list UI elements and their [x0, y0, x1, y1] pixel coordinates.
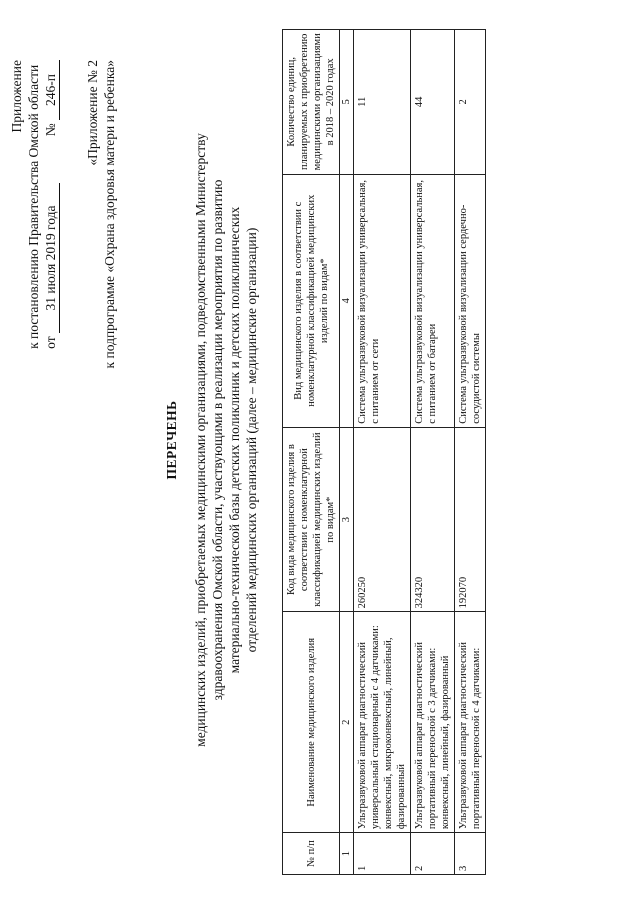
- appendix-label: Приложение: [9, 60, 24, 133]
- device-code: 192070: [455, 427, 486, 612]
- row-number: 3: [455, 833, 486, 875]
- row-number: 2: [411, 833, 455, 875]
- device-quantity: 2: [455, 30, 486, 175]
- appendix-number: «Приложение № 2: [85, 60, 100, 166]
- resolution-reference: к постановлению Правительства Омской области: [26, 64, 41, 349]
- device-name: Ультразвуковой аппарат диагностический портативный переносной с 4 датчиками:: [455, 612, 486, 833]
- device-name: Ультразвуковой аппарат диагностический портативный переносной с 3 датчиками: конвексный, линейный, фазированный: [411, 612, 455, 833]
- device-quantity: 44: [411, 30, 455, 175]
- table-row: [455, 30, 486, 875]
- column-number: 4: [340, 174, 354, 427]
- title-line: отделений медицинских организаций (далее – медицинские организации): [244, 227, 259, 653]
- title-heading: ПЕРЕЧЕНЬ: [164, 400, 179, 480]
- device-kind: Система ультразвуковой визуализации универсальная, с питанием от батареи: [411, 174, 455, 427]
- device-quantity: 11: [354, 30, 411, 175]
- device-code: 260250: [354, 427, 411, 612]
- title-line: здравоохранения Омской области, участвующими в реализации мероприятия по развитию: [210, 179, 225, 701]
- number-label: №: [43, 123, 58, 137]
- column-header-quantity: Количество единиц, планируемых к приобретению медицинскими организациями в 2018 – 2020 годах: [283, 30, 340, 175]
- column-number: 1: [340, 833, 354, 875]
- column-header-kind: Вид медицинского изделия в соответствии с номенклатурной классификацией медицинских изделий по видам*: [283, 174, 340, 427]
- document-title: [163, 55, 260, 825]
- resolution-header: [8, 60, 60, 349]
- from-label: от: [43, 336, 58, 349]
- column-header-code: Код вида медицинского изделия в соответствии с номенклатурной классификацией медицинских изделий по видам*: [283, 427, 340, 612]
- resolution-date-number: [42, 60, 60, 349]
- table-row: [411, 30, 455, 875]
- column-number: 3: [340, 427, 354, 612]
- title-line: медицинских изделий, приобретаемых медицинскими организациями, подведомственными Министерству: [193, 133, 208, 747]
- row-number: 1: [354, 833, 411, 875]
- subprogram-appendix: [84, 60, 118, 368]
- column-numbers-row: [340, 30, 354, 875]
- table-row: [354, 30, 411, 875]
- title-line: материально-технической базы детских поликлиник и детских поликлинических: [227, 206, 242, 674]
- column-number: 2: [340, 612, 354, 833]
- column-header-number: № п/п: [283, 833, 340, 875]
- column-number: 5: [340, 30, 354, 175]
- medical-devices-table: [282, 29, 486, 875]
- device-name: Ультразвуковой аппарат диагностический универсальный стационарный с 4 датчиками: конвексный, микроконвексный, линейный, фазированный: [354, 612, 411, 833]
- device-kind: Система ультразвуковой визуализации сердечно-сосудистой системы: [455, 174, 486, 427]
- resolution-number: 246-п: [42, 60, 60, 120]
- resolution-date: 31 июля 2019 года: [42, 183, 60, 333]
- column-header-name: Наименование медицинского изделия: [283, 612, 340, 833]
- subprogram-name: к подпрограмме «Охрана здоровья матери и ребенка»: [102, 60, 117, 369]
- device-code: 324320: [411, 427, 455, 612]
- device-kind: Система ультразвуковой визуализации универсальная, с питанием от сети: [354, 174, 411, 427]
- table-header-row: [283, 30, 340, 875]
